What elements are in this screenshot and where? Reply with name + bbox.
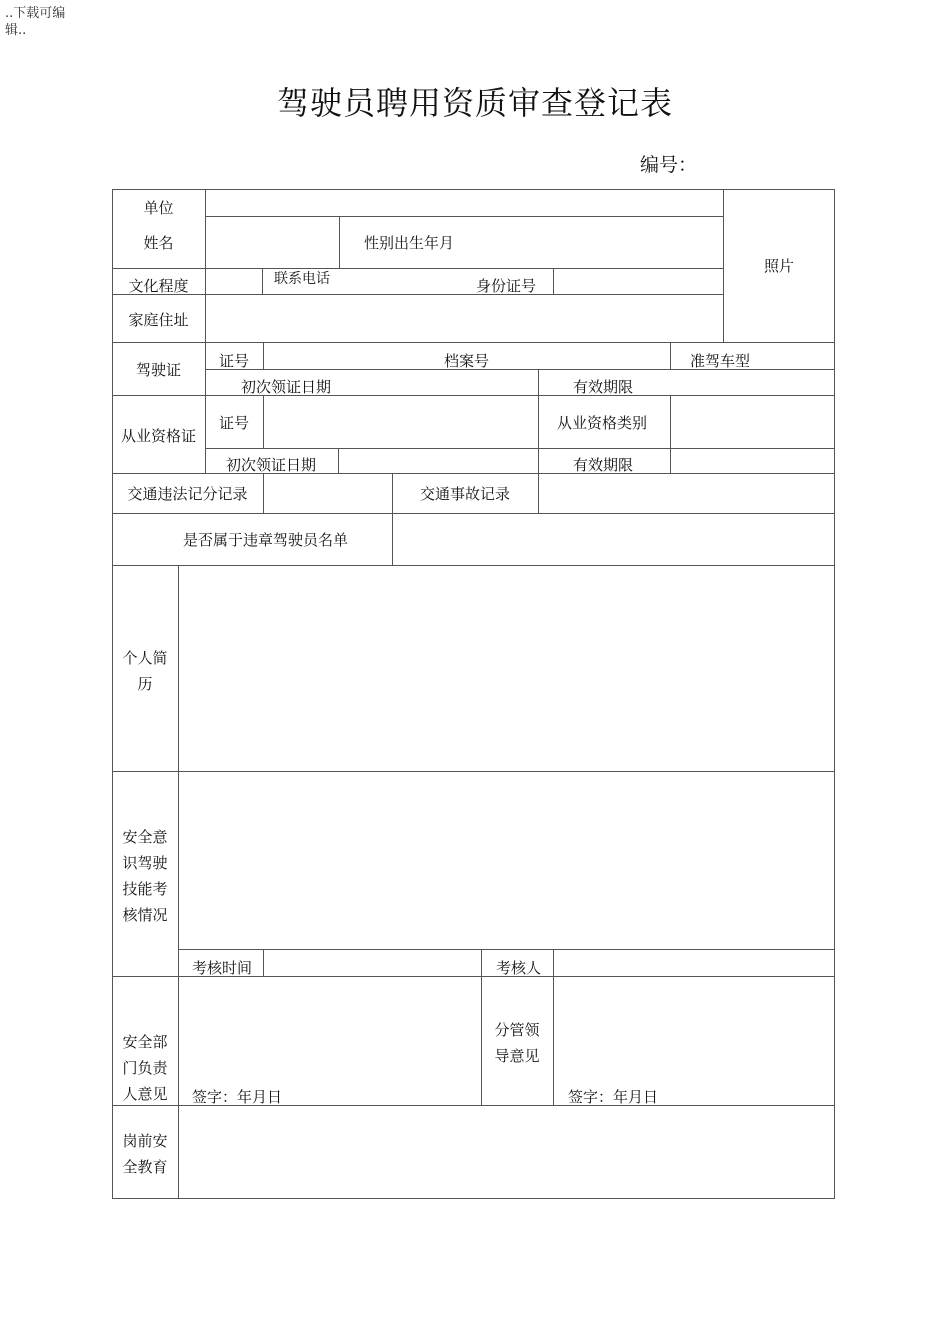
license-vehicle-type-label: 准驾车型: [690, 352, 751, 370]
education-label: 文化程度: [128, 277, 189, 295]
safety-dept-opinion-label: 安全部门负责人意见: [122, 1033, 168, 1103]
gender-birth-label: 性别出生年月: [364, 234, 455, 252]
border-bottom: [112, 1198, 835, 1199]
assessor-label: 考核人: [496, 959, 542, 977]
assessment-label: 安全意识驾驶技能考核情况: [122, 828, 168, 924]
rule: [112, 513, 835, 514]
leader-opinion-label: 分管领导意见: [494, 1021, 540, 1065]
photo-label: 照片: [763, 257, 794, 275]
rule: [538, 473, 539, 513]
violation-points-label: 交通违法记分记录: [127, 485, 248, 503]
license-file-no-label: 档案号: [444, 352, 490, 370]
license-valid-period-label: 有效期限: [573, 378, 634, 396]
rule: [339, 216, 340, 268]
rule: [178, 949, 835, 950]
border-left: [112, 189, 113, 1199]
rule: [263, 395, 264, 448]
border-top: [112, 189, 835, 190]
rule: [112, 565, 835, 566]
page-title: 驾驶员聘用资质审查登记表: [276, 84, 673, 122]
phone-label: 联系电话: [274, 271, 330, 287]
qualification-category-label: 从业资格类别: [557, 414, 648, 432]
id-number-label: 身份证号: [476, 277, 537, 295]
qualification-cert-no-label: 证号: [218, 414, 249, 432]
qualification-valid-period-label: 有效期限: [573, 456, 634, 474]
rule: [553, 949, 554, 1105]
blacklist-label: 是否属于违章驾驶员名单: [182, 531, 348, 549]
rule: [112, 268, 723, 269]
name-label: 姓名: [143, 234, 174, 252]
rule: [205, 216, 723, 217]
rule: [112, 342, 835, 343]
rule: [263, 473, 264, 513]
border-right: [834, 189, 835, 1199]
rule: [670, 395, 671, 473]
unit-label: 单位: [143, 199, 174, 217]
registration-form: [112, 189, 835, 1199]
rule: [262, 268, 263, 294]
rule: [205, 448, 835, 449]
rule: [205, 189, 206, 342]
qualification-first-date-label: 初次领证日期: [226, 456, 317, 474]
address-label: 家庭住址: [128, 311, 189, 329]
rule: [538, 369, 539, 473]
form-number-label: 编号：: [640, 154, 698, 176]
rule: [481, 949, 482, 1105]
safety-dept-sign-date: 签字：年月日: [192, 1088, 283, 1106]
leader-sign-date: 签字：年月日: [568, 1088, 659, 1106]
rule: [263, 342, 264, 369]
qualification-cert-label: 从业资格证: [120, 427, 196, 445]
pre-job-education-label: 岗前安全教育: [122, 1132, 168, 1176]
rule: [338, 448, 339, 473]
editable-note: ..下载可编辑..: [5, 6, 66, 38]
rule: [112, 473, 835, 474]
resume-label: 个人简历: [122, 649, 168, 693]
driving-license-label: 驾驶证: [135, 361, 181, 379]
accident-record-label: 交通事故记录: [419, 485, 510, 503]
assessment-time-label: 考核时间: [192, 959, 253, 977]
rule: [670, 342, 671, 369]
license-first-date-label: 初次领证日期: [241, 378, 332, 396]
rule: [553, 268, 554, 294]
rule: [178, 565, 179, 1198]
rule: [263, 949, 264, 976]
rule: [112, 395, 835, 396]
rule: [112, 771, 835, 772]
license-cert-no-label: 证号: [218, 352, 249, 370]
